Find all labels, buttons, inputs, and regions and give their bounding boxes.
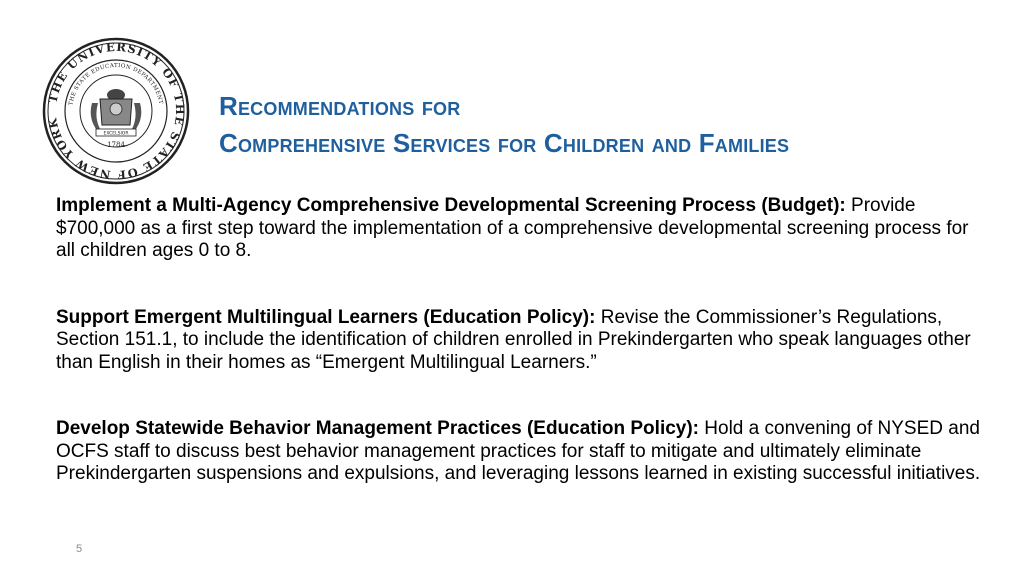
seal-inner-ring-text: THE STATE EDUCATION DEPARTMENT (68, 62, 164, 106)
slide-title (219, 88, 789, 162)
recommendation-item (56, 307, 986, 375)
title-line-2: Comprehensive Services for Children and Families (219, 128, 790, 158)
recommendation-heading: Implement a Multi-Agency Comprehensive Developmental Screening Process (Budget): (56, 195, 846, 216)
recommendations-list (56, 195, 986, 530)
title-line-1: Recommendations for (219, 91, 461, 121)
seal-banner-text: EXCELSIOR (103, 131, 129, 137)
page-number: 5 (76, 543, 83, 555)
nysed-seal-logo (42, 37, 190, 185)
recommendation-item (56, 195, 986, 263)
recommendation-item (56, 418, 986, 486)
recommendation-text: Hold a convening of NYSED and OCFS staff to discuss best behavior management practices for staff to mitigate and ultimately eliminate Prekindergarten suspensions and expulsions, and leveraging lessons learned in existing successful initiatives. (56, 418, 981, 484)
seal-outer-ring-text: THE UNIVERSITY OF THE STATE OF NEW YORK (45, 39, 188, 183)
recommendation-text: Provide $700,000 as a first step toward the implementation of a comprehensive developmental screening process for all children ages 0 to 8. (56, 195, 969, 261)
recommendation-heading: Develop Statewide Behavior Management Practices (Education Policy): (56, 418, 700, 439)
recommendation-text: Revise the Commissioner’s Regulations, Section 151.1, to include the identification of children enrolled in Prekindergarten who speak languages other than English in their homes as “Emergent Multilingual Learners.” (56, 306, 971, 373)
seal-year: 1784 (107, 141, 125, 149)
recommendation-heading: Support Emergent Multilingual Learners (Education Policy): (56, 306, 596, 328)
